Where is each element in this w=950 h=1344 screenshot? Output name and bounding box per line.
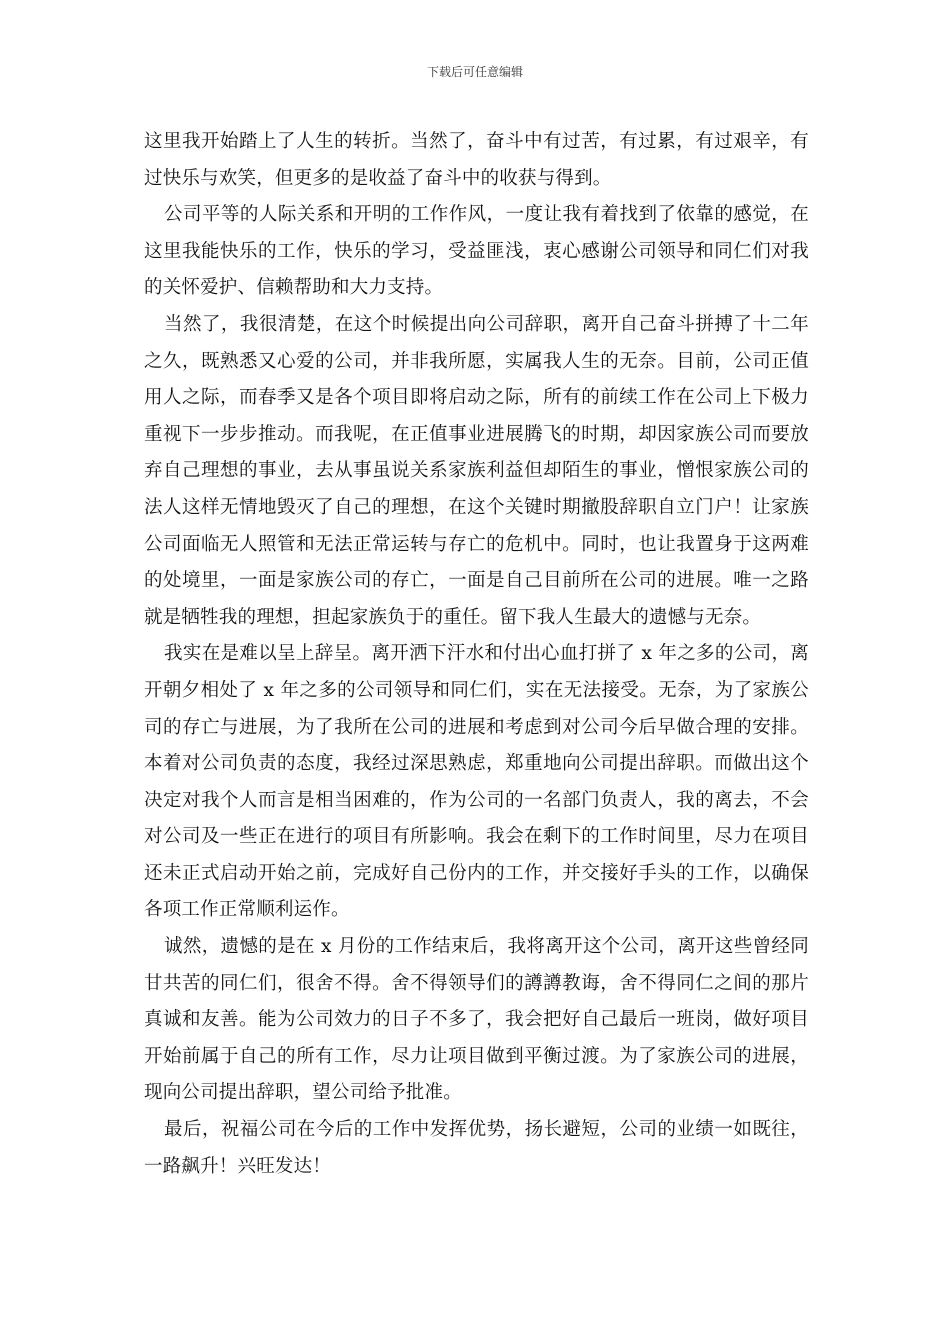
paragraph-2: 公司平等的人际关系和开明的工作作风，一度让我有着找到了依靠的感觉，在这里我能快乐的工作，快乐的学习，受益匪浅，衷心感谢公司领导和同仁们对我的关怀爱护、信赖帮助和大力支持。 xyxy=(144,204,809,299)
paragraph-6: 最后，祝福公司在今后的工作中发挥优势，扬长避短，公司的业绩一如既往，一路飙升！兴旺发达！ xyxy=(144,1119,809,1177)
page-header: 下载后可任意编辑 xyxy=(426,65,523,79)
paragraph-1: 这里我开始踏上了人生的转折。当然了，奋斗中有过苦，有过累，有过艰辛，有过快乐与欢笑，但更多的是收益了奋斗中的收获与得到。 xyxy=(144,131,809,189)
paragraph-5: 诚然，遗憾的是在 x 月份的工作结束后，我将离开这个公司，离开这些曾经同甘共苦的同仁们，很舍不得。舍不得领导们的譐譐教诲，舍不得同仁之间的那片真诚和友善。能为公司效力的日子不多了，我会把好自己最后一班岗，做好项目开始前属于自己的所有工作，尽力让项目做到平衡过渡。为了家族公司的进展，现向公司提出辞职，望公司给予批准。 xyxy=(144,936,809,1104)
letter-body xyxy=(144,124,809,1185)
paragraph-3: 当然了，我很清楚，在这个时候提出向公司辞职，离开自己奋斗拼搏了十二年之久，既熟悉又心爱的公司，并非我所愿，实属我人生的无奈。目前，公司正值用人之际，而春季又是各个项目即将启动之际，所有的前续工作在公司上下极力重视下一步步推动。而我呢，在正值事业进展腾飞的时期，却因家族公司而要放弃自己理想的事业，去从事虽说关系家族利益但却陌生的事业，憎恨家族公司的法人这样无情地毁灭了自己的理想，在这个关键时期撤股辞职自立门户！让家族公司面临无人照管和无法正常运转与存亡的危机中。同时，也让我置身于这两难的处境里，一面是家族公司的存亡，一面是自己目前所在公司的进展。唯一之路就是牺牲我的理想，担起家族负于的重任。留下我人生最大的遗憾与无奈。 xyxy=(144,313,809,628)
paragraph-4: 我实在是难以呈上辞呈。离开洒下汗水和付出心血打拼了 x 年之多的公司，离开朝夕相处了 x 年之多的公司领导和同仁们，实在无法接受。无奈，为了家族公司的存亡与进展，为了我所在公司的进展和考虑到对公司今后早做合理的安排。本着对公司负责的态度，我经过深思熟虑，郑重地向公司提出辞职。而做出这个决定对我个人而言是相当困难的，作为公司的一名部门负责人，我的离去，不会对公司及一些正在进行的项目有所影响。我会在剩下的工作时间里，尽力在项目还未正式启动开始之前，完成好自己份内的工作，并交接好手头的工作，以确保各项工作正常顺利运作。 xyxy=(144,643,809,921)
